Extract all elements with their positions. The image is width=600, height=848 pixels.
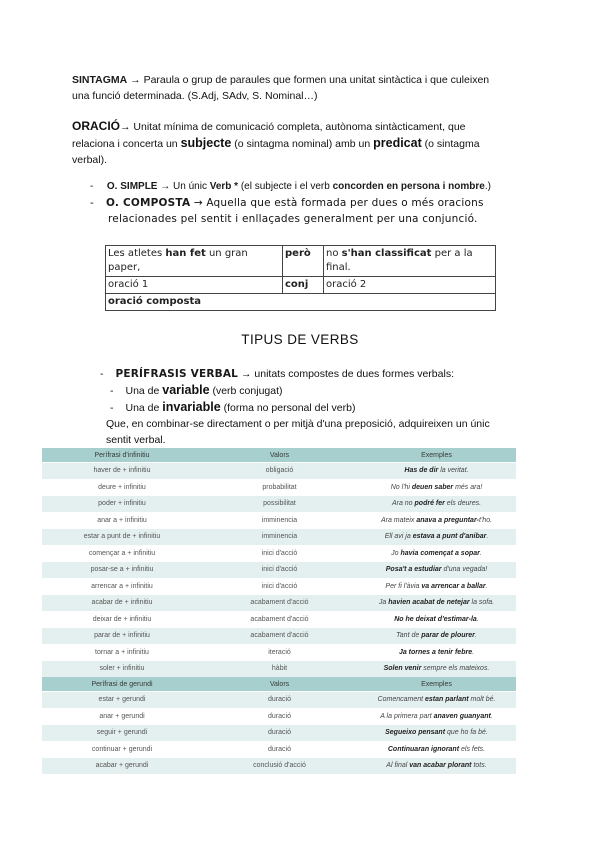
table-row: anar a + infinitiu imminencia Ara mateix anava a preguntar-t'ho. <box>42 512 516 529</box>
table-row: estar + gerundi duració Comencament estan parlant molt bé. <box>42 692 516 709</box>
oracio-term: ORACIÓ <box>72 119 120 133</box>
table-row: estar a punt de + infinitiu imminencia Ell avi ja estava a punt d'anibar. <box>42 529 516 546</box>
oracio-composta-term: O. COMPOSTA <box>106 197 191 209</box>
label-conj: conj <box>283 277 324 294</box>
table-row: continuar + gerundi duració Continuaran ignorant els fets. <box>42 741 516 758</box>
table-row: haver de + infinitiu obligació Has de dir la veritat. <box>42 463 516 480</box>
sintagma-def-line1: Paraula o grup de paraules que formen una unitat sintàctica i que culeixen <box>143 74 490 86</box>
perifrasis-definition: - PERÍFRASIS VERBAL → unitats compostes de dues formes verbals: - Una de variable (verb conjugat) - Una de invariable (forma no personal del verb) Que, en combinar-se directament o per mitjà d'una preposició, adquireixen un únic sentit verbal. <box>100 366 570 448</box>
table-row: arrencar a + infinitiu inici d'acció Per fi l'àvia va arrencar a ballar. <box>42 578 516 595</box>
header-exemples: Exemples <box>357 677 516 692</box>
table-row: seguir + gerundi duració Segueixo pensant que ho fa bé. <box>42 725 516 742</box>
section-title: TIPUS DE VERBS <box>241 332 359 347</box>
table-row: acabar de + infinitiu acabament d'acció Ja havien acabat de netejar la sofa. <box>42 595 516 612</box>
invariable-term: invariable <box>162 400 221 414</box>
table-row: deure + infinitiu probabilitat No l'hi deuen saber més ara! <box>42 479 516 496</box>
oracio-line3: verbal). <box>72 154 108 166</box>
header-perifrasi-infinitiu: Perífrasi d'infinitiu <box>42 448 202 463</box>
subjecte-term: subjecte <box>180 136 232 150</box>
sintagma-definition: SINTAGMA → Paraula o grup de paraules que formen una unitat sintàctica i que culeixen una funció determinada. (S.Adj, SAdv, S. Nominal…) <box>72 72 542 104</box>
sintagma-term: SINTAGMA <box>72 74 128 86</box>
label-oracio-2: oració 2 <box>324 277 496 294</box>
table-row: posar-se a + infinitiu inici d'acció Posa't a estudiar d'una vegada! <box>42 562 516 579</box>
header-valors: Valors <box>202 677 357 692</box>
oracio-definition: ORACIÓ→ Unitat mínima de comunicació completa, autònoma sintàcticament, que relaciona i concerta un subjecte (o sintagma nominal) amb un predicat (o sintagma verbal). <box>72 118 542 168</box>
table-row: deixar de + infinitiu acabament d'acció No he deixat d'estimar-la. <box>42 611 516 628</box>
header-perifrasi-gerundi: Perífrasi de gerundi <box>42 677 202 692</box>
table-row: acabar + gerundi conclusió d'acció Al final van acabar plorant tots. <box>42 758 516 774</box>
composite-sentence-table <box>105 245 496 311</box>
header-exemples: Exemples <box>357 448 516 463</box>
table-row: soler + infinitiu hàbit Solen venir sempre els mateixos. <box>42 661 516 677</box>
perifrasis-term: PERÍFRASIS VERBAL <box>115 368 239 380</box>
gerund-periphrasis-table <box>42 677 516 774</box>
oracio-line1: Unitat mínima de comunicació completa, autònoma sintàcticament, que <box>133 121 466 133</box>
variable-term: variable <box>162 383 210 397</box>
oracio-simple-term: O. SIMPLE <box>106 181 158 192</box>
header-valors: Valors <box>202 448 357 463</box>
conjunction-cell: però <box>283 246 324 277</box>
sintagma-def-line2: una funció determinada. (S.Adj, SAdv, S. Nominal…) <box>72 90 318 102</box>
infinitive-periphrasis-table <box>42 448 516 677</box>
table-row: començar a + infinitiu inici d'acció Jo havia començat a sopar. <box>42 545 516 562</box>
perifrasis-note-line2: sentit verbal. <box>106 434 166 446</box>
table-row: anar + gerundi duració A la primera part anaven guanyant. <box>42 708 516 725</box>
table-row: parar de + infinitiu acabament d'acció Tant de parar de plourer. <box>42 628 516 645</box>
predicat-term: predicat <box>373 136 422 150</box>
table-row: tornar a + infinitiu iteració Ja tornes a tenir febre. <box>42 644 516 661</box>
sentence-part-1: Les atletes han fet un gran paper, <box>106 246 283 277</box>
sentence-part-2: no s'han classificat per a la final. <box>324 246 496 277</box>
oracio-simple-item: - O. SIMPLE → Un únic Verb * (el subjecte i el verb concorden en persona i nombre.) <box>90 181 491 192</box>
oracio-composta-item: - O. COMPOSTA → Aquella que està formada per dues o més oracions relacionades pel sentit i enllaçades generalment per una conjunció. <box>90 197 484 225</box>
table-row: poder + infinitiu possibilitat Ara no podré fer els deures. <box>42 496 516 513</box>
perifrasis-note-line1: Que, en combinar-se directament o per mitjà d'una preposició, adquireixen un únic <box>106 418 490 430</box>
label-oracio-composta: oració composta <box>106 294 496 311</box>
label-oracio-1: oració 1 <box>106 277 283 294</box>
